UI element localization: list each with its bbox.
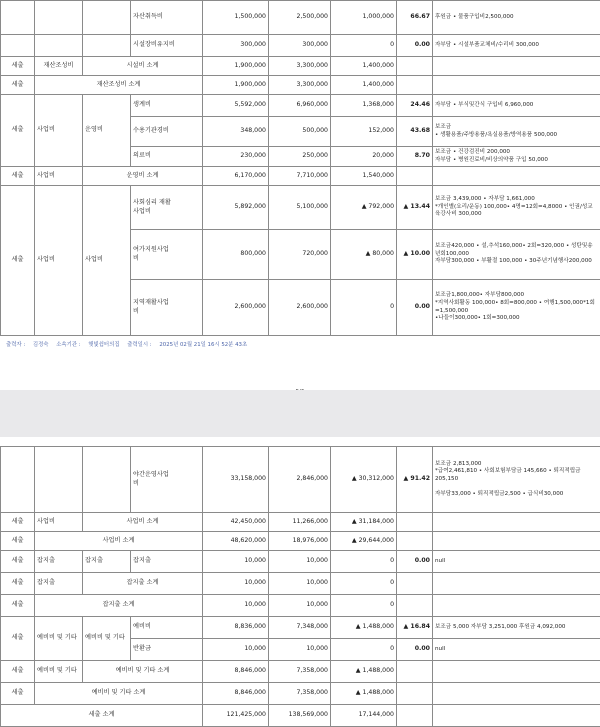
table-cell — [83, 447, 131, 513]
table-cell: 2,600,000 — [269, 280, 331, 336]
table-cell: 10,000 — [203, 573, 269, 595]
table-cell: 0.00 — [397, 551, 433, 573]
table-cell: 42,450,000 — [203, 513, 269, 532]
table-cell — [397, 661, 433, 683]
table-cell: 세출 — [1, 186, 35, 336]
table-cell: 8,846,000 — [203, 683, 269, 705]
table-cell: 세출 — [1, 76, 35, 95]
table-cell — [397, 76, 433, 95]
table-cell: 300,000 — [269, 35, 331, 57]
table-cell: 0 — [331, 551, 397, 573]
table-cell: 7,710,000 — [269, 167, 331, 186]
table-cell: 세출 — [1, 551, 35, 573]
table-cell: ▲ 30,312,000 — [331, 447, 397, 513]
table-cell: ▲ 1,488,000 — [331, 617, 397, 639]
table-cell: ▲ 91.42 — [397, 447, 433, 513]
table-row — [1, 35, 600, 57]
table-cell: 0.00 — [397, 35, 433, 57]
table-cell: 8,846,000 — [203, 661, 269, 683]
table-cell — [433, 76, 600, 95]
table-row — [1, 705, 600, 727]
table-cell: 세출 — [1, 513, 35, 532]
table-cell: 48,620,000 — [203, 532, 269, 551]
table-row — [1, 532, 600, 551]
table-cell: 자부담 • 시설부품교체비/수리비 300,000 — [433, 35, 600, 57]
table-cell: 사업비 — [83, 186, 131, 336]
table-row — [1, 617, 600, 639]
table-cell: ▲ 80,000 — [331, 230, 397, 280]
table-cell: 1,400,000 — [331, 76, 397, 95]
table-row — [1, 513, 600, 532]
item-name: 반환금 — [131, 639, 203, 661]
table-cell: 720,000 — [269, 230, 331, 280]
table-row — [1, 76, 600, 95]
table-cell: 17,144,000 — [331, 705, 397, 727]
item-note: 자부담 • 부식및간식 구입비 6,960,000 — [433, 95, 600, 117]
table-cell — [397, 705, 433, 727]
table-cell: 세출 — [1, 617, 35, 661]
table-cell: 0.00 — [397, 639, 433, 661]
table-cell: ▲ 1,488,000 — [331, 683, 397, 705]
table-cell: 10,000 — [203, 551, 269, 573]
table-cell: 18,976,000 — [269, 532, 331, 551]
table-cell: ▲ 29,644,000 — [331, 532, 397, 551]
table-row — [1, 57, 600, 76]
table-cell — [433, 57, 600, 76]
table-cell: 2,600,000 — [203, 280, 269, 336]
table-cell: 예비비 및 기타 — [35, 661, 83, 683]
table-cell: 예비비 및 기타 — [35, 617, 83, 661]
table-cell: 10,000 — [269, 595, 331, 617]
budget-page-6 — [0, 446, 600, 727]
table-cell: 사업비 — [35, 186, 83, 336]
table-cell: 6,960,000 — [269, 95, 331, 117]
table-cell — [433, 573, 600, 595]
table-cell: 운영비 — [83, 95, 131, 167]
table-cell: 3,300,000 — [269, 76, 331, 95]
table-cell: ▲ 792,000 — [331, 186, 397, 230]
table-row — [1, 186, 600, 230]
table-row — [1, 551, 600, 573]
table-cell: 사업비 — [35, 95, 83, 167]
table-cell: ▲ 13.44 — [397, 186, 433, 230]
table-cell: 1,400,000 — [331, 57, 397, 76]
table-cell: 후원금 • 물품구입비2,500,000 — [433, 1, 600, 35]
page-gap — [0, 390, 600, 437]
table-cell: 8.70 — [397, 147, 433, 167]
table-cell: 1,900,000 — [203, 76, 269, 95]
table-cell: 예비비 및 기타 소계 — [83, 661, 203, 683]
table-cell: 세출 — [1, 683, 35, 705]
item-name: 지역재활사업 비 — [131, 280, 203, 336]
table-cell — [35, 35, 83, 57]
table-cell: 사업비 — [35, 513, 83, 532]
table-cell: 2,846,000 — [269, 447, 331, 513]
table-cell: 시설장비유지비 — [131, 35, 203, 57]
table-cell: 348,000 — [203, 117, 269, 147]
table-cell: ▲ 31,184,000 — [331, 513, 397, 532]
table-cell: 0 — [331, 573, 397, 595]
print-footer — [6, 340, 253, 348]
table-cell: 예비비 및 기타 — [83, 617, 131, 661]
table-cell: 11,266,000 — [269, 513, 331, 532]
table-cell: 5,100,000 — [269, 186, 331, 230]
table-cell: 0 — [331, 35, 397, 57]
table-row — [1, 167, 600, 186]
table-cell — [433, 532, 600, 551]
table-cell: 230,000 — [203, 147, 269, 167]
item-name: 사회심리 재활 사업비 — [131, 186, 203, 230]
table-cell: 800,000 — [203, 230, 269, 280]
table-cell: 잡지출 — [35, 551, 83, 573]
table-cell: 24.46 — [397, 95, 433, 117]
table-cell — [1, 1, 35, 35]
item-note: 보조금 5,000 자부담 3,251,000 후원금 4,092,000 — [433, 617, 600, 639]
table-cell — [397, 595, 433, 617]
item-note: 보조금 2,813,000 *급여2,461,810 • 사회보험부담금 145,660 • 퇴직적립금 205,150 자부담33,000 • 퇴직적립금2,500 • 급식비30,000 — [433, 447, 600, 513]
table-row — [1, 573, 600, 595]
org-name: 햇빛쉼터의집 — [88, 342, 119, 348]
table-cell: 3,300,000 — [269, 57, 331, 76]
item-note: 보조금 • 생활용품/주방용품/욕실용품/방역용품 500,000 — [433, 117, 600, 147]
table-cell: 7,358,000 — [269, 683, 331, 705]
table-cell: 세출 — [1, 95, 35, 167]
table-cell: 1,900,000 — [203, 57, 269, 76]
table-cell — [35, 447, 83, 513]
budget-table-page-5 — [0, 0, 600, 336]
table-cell: 자산취득비 — [131, 1, 203, 35]
table-cell: 250,000 — [269, 147, 331, 167]
table-cell: 1,000,000 — [331, 1, 397, 35]
table-cell: 1,368,000 — [331, 95, 397, 117]
table-cell: 10,000 — [269, 551, 331, 573]
table-cell: 500,000 — [269, 117, 331, 147]
table-cell: 8,836,000 — [203, 617, 269, 639]
table-cell — [397, 573, 433, 595]
table-cell: 10,000 — [203, 595, 269, 617]
item-note: 보조금 • 건강검진비 200,000 자부담 • 병원진료비/비상의약품 구입 50,000 — [433, 147, 600, 167]
table-cell: 0.00 — [397, 280, 433, 336]
printer-label: 출력자 : — [6, 342, 25, 348]
table-cell: 10,000 — [269, 573, 331, 595]
table-cell — [433, 513, 600, 532]
print-date: 2025년 02월 21일 16시 52분 43초 — [159, 342, 247, 348]
table-cell — [433, 167, 600, 186]
budget-page-5 — [0, 0, 600, 336]
table-cell — [397, 683, 433, 705]
table-cell: 세출 — [1, 661, 35, 683]
table-cell: 1,540,000 — [331, 167, 397, 186]
table-cell: ▲ 10.00 — [397, 230, 433, 280]
table-cell: 10,000 — [269, 639, 331, 661]
table-cell: 0 — [331, 280, 397, 336]
table-cell: 사업비 소계 — [83, 513, 203, 532]
table-cell: 66.67 — [397, 1, 433, 35]
item-name: 의료비 — [131, 147, 203, 167]
table-cell — [433, 661, 600, 683]
table-cell — [1, 35, 35, 57]
table-cell: 2,500,000 — [269, 1, 331, 35]
table-cell: 10,000 — [203, 639, 269, 661]
table-cell: 5,892,000 — [203, 186, 269, 230]
table-cell: 5,592,000 — [203, 95, 269, 117]
table-cell: 7,348,000 — [269, 617, 331, 639]
table-cell: 1,500,000 — [203, 1, 269, 35]
table-cell — [433, 595, 600, 617]
table-cell: ▲ 1,488,000 — [331, 661, 397, 683]
table-row — [1, 683, 600, 705]
table-cell: 시설비 소계 — [83, 57, 203, 76]
table-row — [1, 661, 600, 683]
table-row — [1, 1, 600, 35]
table-cell — [1, 447, 35, 513]
table-cell: 138,569,000 — [269, 705, 331, 727]
table-cell: 121,425,000 — [203, 705, 269, 727]
table-cell: 잡지출 — [83, 551, 131, 573]
table-cell: 재산조성비 소계 — [35, 76, 203, 95]
table-cell: 43.68 — [397, 117, 433, 147]
item-name: 수용기관경비 — [131, 117, 203, 147]
table-cell — [397, 513, 433, 532]
table-cell — [433, 683, 600, 705]
table-cell: 사업비 소계 — [35, 532, 203, 551]
table-row — [1, 595, 600, 617]
table-cell: 세출 — [1, 573, 35, 595]
table-cell — [83, 1, 131, 35]
table-cell: null — [433, 551, 600, 573]
table-cell: 세출 — [1, 57, 35, 76]
item-note: 보조금 3,439,000 • 자부담 1,661,000 *개인별(요리/운동) 100,000• 4명=12회=4,8000 • 인권/성교육강사비 300,000 — [433, 186, 600, 230]
table-cell — [397, 57, 433, 76]
table-cell — [397, 532, 433, 551]
table-cell: 잡지출 — [35, 573, 83, 595]
table-cell: 33,158,000 — [203, 447, 269, 513]
table-cell: 0 — [331, 639, 397, 661]
table-cell: 세출 — [1, 532, 35, 551]
table-row — [1, 95, 600, 117]
item-note: null — [433, 639, 600, 661]
table-cell: 사업비 — [35, 167, 83, 186]
table-cell: 7,358,000 — [269, 661, 331, 683]
table-cell: ▲ 16.84 — [397, 617, 433, 639]
table-cell — [83, 35, 131, 57]
item-name: 생계비 — [131, 95, 203, 117]
item-name: 야간운영사업 비 — [131, 447, 203, 513]
org-label: 소속기관 : — [56, 342, 80, 348]
table-cell: 잡지출 소계 — [83, 573, 203, 595]
table-cell: 300,000 — [203, 35, 269, 57]
printer-name: 김정숙 — [33, 342, 49, 348]
table-cell: 6,170,000 — [203, 167, 269, 186]
date-label: 출력일시 : — [127, 342, 151, 348]
table-cell: 잡지출 — [131, 551, 203, 573]
table-cell — [433, 705, 600, 727]
item-name: 예비비 — [131, 617, 203, 639]
item-note: 보조금1,800,000• 자부담800,000 *지역사회활동 100,000• 8회=800,000 • 여행1,500,000*1회=1,500,000 •나들이300,000• 1회=300,000 — [433, 280, 600, 336]
table-row — [1, 447, 600, 513]
table-cell: 20,000 — [331, 147, 397, 167]
table-cell: 152,000 — [331, 117, 397, 147]
table-cell: 재산조성비 — [35, 57, 83, 76]
table-cell: 예비비 및 기타 소계 — [35, 683, 203, 705]
table-cell: 세출 소계 — [1, 705, 203, 727]
table-cell: 세출 — [1, 167, 35, 186]
item-note: 보조금420,000 • 설,추석160,000• 2회=320,000 • 성탄및송년회100,000 자부담300,000 • 부활절 100,000 • 30주년기념행사200,000 — [433, 230, 600, 280]
table-cell: 운영비 소계 — [83, 167, 203, 186]
table-cell: 세출 — [1, 595, 35, 617]
table-cell — [397, 167, 433, 186]
table-cell: 잡지출 소계 — [35, 595, 203, 617]
budget-table-page-6 — [0, 446, 600, 727]
table-cell: 0 — [331, 595, 397, 617]
item-name: 여가지원사업 비 — [131, 230, 203, 280]
table-cell — [35, 1, 83, 35]
